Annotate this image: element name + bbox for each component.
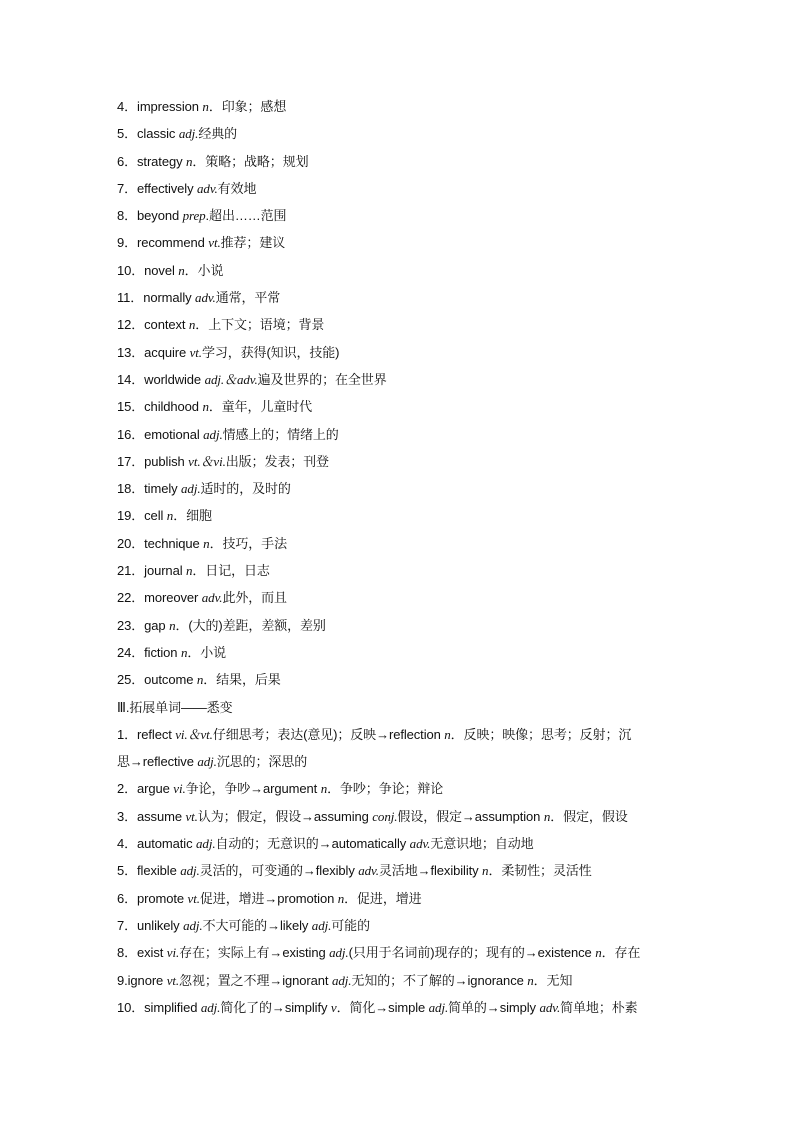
- vocab-word: 15．childhood: [117, 399, 203, 415]
- line-text: ．争吵；争论；辩论: [327, 781, 444, 797]
- vocab-entry: [117, 530, 679, 557]
- part-of-speech: n: [178, 262, 185, 278]
- vocab-word: 5．classic: [117, 126, 179, 142]
- part-of-speech: adv.: [197, 180, 218, 196]
- vocab-entry: [117, 229, 679, 256]
- line-text: 10．simplified: [117, 999, 201, 1015]
- vocab-definition: ．细胞: [173, 508, 212, 524]
- part-of-speech: vi.: [173, 781, 186, 797]
- part-of-speech: adv.: [195, 290, 216, 306]
- vocab-word: 11．normally: [117, 290, 196, 306]
- vocab-entry: [117, 257, 679, 284]
- part-of-speech: n: [444, 726, 451, 742]
- part-of-speech: adj.: [196, 836, 216, 852]
- vocabulary-list-2: [117, 721, 679, 1021]
- vocab-entry: [117, 475, 679, 502]
- vocab-expansion-line: [117, 885, 679, 912]
- vocab-word: 25．outcome: [117, 672, 197, 688]
- part-of-speech: adj.＆adv.: [204, 371, 258, 387]
- vocab-entry: [117, 175, 679, 202]
- vocab-entry: [117, 666, 679, 693]
- vocab-definition: 情感上的；情绪上的: [222, 426, 339, 442]
- vocab-word: 23．gap: [117, 617, 170, 633]
- part-of-speech: adv.: [409, 836, 431, 852]
- vocab-word: 4．impression: [117, 99, 203, 114]
- line-text: 3．assume: [117, 808, 186, 824]
- line-text: 可能的: [331, 917, 370, 933]
- part-of-speech: adj.: [329, 945, 349, 961]
- vocab-entry: [117, 393, 679, 420]
- part-of-speech: adj.: [311, 917, 332, 933]
- vocab-definition: ．印象；感想: [208, 99, 287, 114]
- vocab-definition: 出版；发表；刊登: [225, 453, 329, 469]
- vocab-expansion-line: [117, 912, 679, 939]
- vocab-definition: ．日记，日志: [192, 563, 270, 579]
- part-of-speech: n: [202, 399, 209, 415]
- vocab-entry: [117, 421, 679, 448]
- part-of-speech: n: [202, 99, 209, 114]
- part-of-speech: n: [337, 890, 345, 906]
- part-of-speech: n: [196, 672, 204, 688]
- vocab-definition: ．上下文；语境；背景: [195, 317, 325, 333]
- line-text: 8．exist: [117, 945, 167, 961]
- part-of-speech: n: [320, 781, 328, 797]
- line-text: 9.ignore: [117, 972, 167, 988]
- vocab-word: 16．emotional: [117, 426, 204, 442]
- document-page: [117, 93, 679, 1021]
- part-of-speech: vt.: [208, 235, 221, 251]
- part-of-speech: adj.: [331, 972, 352, 988]
- part-of-speech: n: [186, 153, 193, 169]
- vocab-entry: [117, 612, 679, 639]
- vocab-definition: ．小说: [184, 262, 224, 278]
- line-text: ．柔韧性；灵活性: [488, 863, 592, 879]
- vocab-definition: ．(大的)差距，差额，差别: [175, 617, 326, 633]
- line-text: ．存在: [601, 945, 641, 961]
- vocab-definition: 推荐；建议: [220, 235, 286, 251]
- part-of-speech: n: [186, 563, 193, 579]
- vocab-word: 17．publish: [117, 453, 189, 469]
- vocab-entry: [117, 639, 679, 666]
- part-of-speech: n: [543, 808, 551, 824]
- line-text: 灵活的，可变通的→flexibly: [199, 863, 359, 879]
- line-text: 无意识地；自动地: [430, 836, 534, 852]
- line-text: 不大可能的→likely: [202, 917, 312, 933]
- line-text: 促进，增进→promotion: [199, 890, 338, 906]
- line-text: 6．promote: [117, 890, 188, 906]
- vocab-entry: [117, 448, 679, 475]
- line-text: ．促进，增进: [344, 890, 422, 906]
- vocab-definition: ．小说: [187, 644, 227, 660]
- part-of-speech: n: [180, 644, 188, 660]
- vocab-expansion-line: [117, 967, 679, 994]
- part-of-speech: adj.: [178, 126, 199, 142]
- part-of-speech: v: [330, 999, 337, 1015]
- vocab-entry: [117, 202, 679, 229]
- vocab-expansion-line: [117, 748, 679, 775]
- line-text: 仔细思考；表达(意见)；反映→reflection: [212, 726, 445, 742]
- line-text: 7．unlikely: [117, 917, 184, 933]
- vocab-entry: [117, 120, 679, 147]
- part-of-speech: adj.: [203, 426, 223, 442]
- line-text: 简单的→simply: [448, 999, 540, 1015]
- part-of-speech: adj.: [181, 481, 201, 497]
- line-text: ．假定，假设: [550, 808, 628, 824]
- vocab-word: 9．recommend: [117, 235, 209, 251]
- line-text: 存在；实际上有→existing: [179, 945, 330, 961]
- vocab-entry: [117, 339, 679, 366]
- vocab-entry: [117, 284, 679, 311]
- vocab-word: 19．cell: [117, 508, 167, 524]
- vocab-definition: 经典的: [198, 126, 238, 142]
- vocab-entry: [117, 311, 679, 338]
- line-text: 忽视；置之不理→ignorant: [179, 972, 332, 988]
- vocab-definition: 通常，平常: [215, 290, 281, 306]
- vocab-definition: .超出……范围: [205, 208, 287, 224]
- part-of-speech: adj.: [428, 999, 449, 1015]
- part-of-speech: prep: [182, 208, 206, 224]
- vocab-entry: [117, 148, 679, 175]
- line-text: 1．reflect: [117, 726, 176, 742]
- part-of-speech: n: [595, 945, 602, 961]
- vocab-word: 6．strategy: [117, 153, 186, 169]
- line-text: (只用于名词前)现存的；现有的→existence: [348, 945, 596, 961]
- part-of-speech: vt.＆vi.: [188, 453, 226, 469]
- line-text: 认为；假定，假设→assuming: [197, 808, 373, 824]
- vocab-definition: 学习，获得(知识，技能): [201, 344, 340, 360]
- part-of-speech: vt.: [166, 972, 180, 988]
- line-text: 思→reflective: [117, 754, 198, 770]
- vocab-expansion-line: [117, 803, 679, 830]
- part-of-speech: adj.: [197, 754, 217, 770]
- vocab-word: 21．journal: [117, 563, 186, 579]
- vocab-definition: 此外，而且: [222, 590, 287, 606]
- vocab-entry: [117, 93, 679, 120]
- line-text: ．无知: [533, 972, 573, 988]
- line-text: 灵活地→flexibility: [378, 863, 483, 879]
- part-of-speech: n: [169, 617, 176, 633]
- vocab-entry: [117, 502, 679, 529]
- vocab-entry: [117, 557, 679, 584]
- line-text: 自动的；无意识的→automatically: [215, 836, 410, 852]
- line-text: ．反映；映像；思考；反射；沉: [450, 726, 632, 742]
- line-text: ．简化→simple: [336, 999, 429, 1015]
- section-title: Ⅲ.拓展单词——悉变: [117, 699, 233, 715]
- vocabulary-list-1: [117, 93, 679, 694]
- vocab-definition: 遍及世界的；在全世界: [257, 371, 387, 387]
- part-of-speech: conj.: [372, 808, 398, 824]
- part-of-speech: vi.: [166, 945, 180, 961]
- part-of-speech: n: [166, 508, 174, 524]
- part-of-speech: vt.: [187, 890, 200, 906]
- line-text: 简化了的→simplify: [220, 999, 331, 1015]
- part-of-speech: vi.＆vt.: [175, 726, 213, 742]
- part-of-speech: adv.: [539, 999, 561, 1015]
- part-of-speech: n: [188, 317, 196, 333]
- vocab-definition: ．结果，后果: [203, 672, 281, 688]
- vocab-definition: 适时的，及时的: [200, 481, 291, 497]
- vocab-entry: [117, 366, 679, 393]
- vocab-expansion-line: [117, 775, 679, 802]
- vocab-entry: [117, 584, 679, 611]
- vocab-definition: ．技巧，手法: [209, 535, 287, 551]
- line-text: 2．argue: [117, 781, 174, 797]
- vocab-expansion-line: [117, 994, 679, 1021]
- part-of-speech: adj.: [183, 917, 203, 933]
- part-of-speech: adv.: [201, 590, 223, 606]
- part-of-speech: n: [203, 535, 210, 551]
- vocab-expansion-line: [117, 939, 679, 966]
- vocab-word: 24．fiction: [117, 644, 181, 660]
- part-of-speech: n: [527, 972, 534, 988]
- line-text: 简单地；朴素: [560, 999, 638, 1015]
- vocab-word: 20．technique: [117, 535, 204, 551]
- line-text: 5．flexible: [117, 863, 181, 879]
- line-text: 假设，假定→assumption: [397, 808, 544, 824]
- vocab-word: 10．novel: [117, 262, 179, 278]
- line-text: 沉思的；深思的: [216, 754, 308, 770]
- part-of-speech: adj.: [200, 999, 221, 1015]
- line-text: 争论，争吵→argument: [185, 781, 321, 797]
- line-text: 无知的；不了解的→ignorance: [351, 972, 528, 988]
- part-of-speech: vt.: [185, 808, 198, 824]
- vocab-definition: ．童年，儿童时代: [208, 399, 313, 415]
- part-of-speech: adv.: [358, 863, 379, 879]
- part-of-speech: n: [482, 863, 489, 879]
- vocab-word: 13．acquire: [117, 344, 190, 360]
- part-of-speech: vt.: [189, 344, 202, 360]
- vocab-expansion-line: [117, 721, 679, 748]
- vocab-definition: ．策略；战略；规划: [192, 153, 309, 169]
- part-of-speech: adj.: [180, 863, 200, 879]
- vocab-expansion-line: [117, 857, 679, 884]
- vocab-word: 8．beyond: [117, 208, 183, 224]
- vocab-definition: 有效地: [217, 180, 257, 196]
- vocab-word: 12．context: [117, 317, 189, 333]
- vocab-word: 18．timely: [117, 481, 182, 497]
- vocab-word: 14．worldwide: [117, 371, 205, 387]
- vocab-expansion-line: [117, 830, 679, 857]
- vocab-word: 7．effectively: [117, 180, 198, 196]
- vocab-word: 22．moreover: [117, 590, 202, 606]
- line-text: 4．automatic: [117, 836, 197, 852]
